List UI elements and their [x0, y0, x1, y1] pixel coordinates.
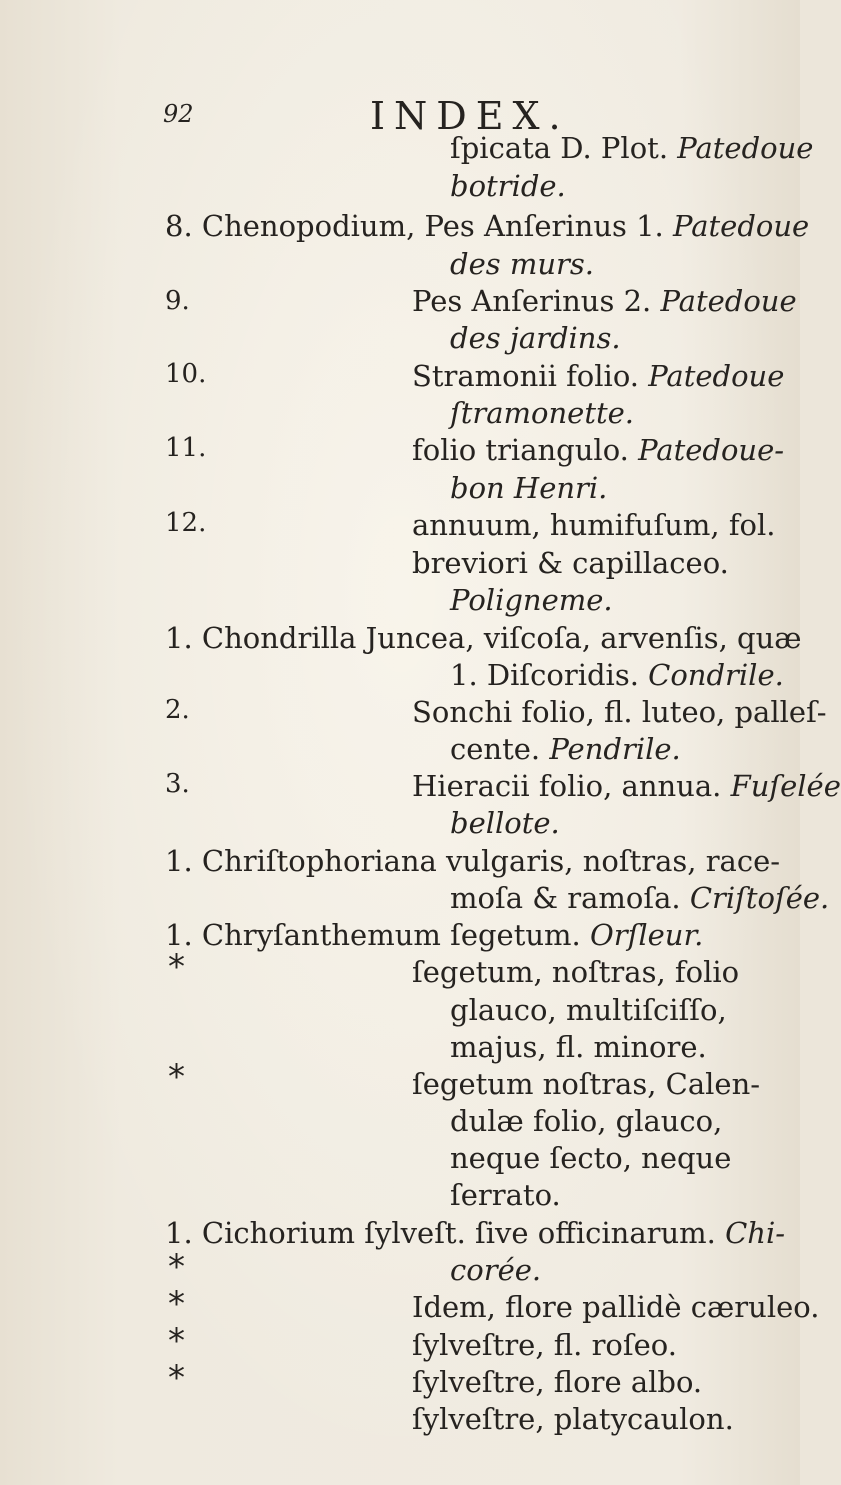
index-line: [412, 694, 827, 730]
index-line: [412, 1066, 760, 1102]
entry-text: neque ſecto, neque: [450, 1141, 732, 1175]
index-line: [450, 1140, 731, 1176]
french-name: Orſleur.: [589, 918, 704, 952]
index-line: [450, 1177, 561, 1213]
french-name: Criſtoſée.: [689, 881, 830, 915]
entry-text: ſerrato.: [450, 1178, 561, 1212]
index-line: [165, 1215, 785, 1251]
entry-text: folio triangulo.: [412, 433, 639, 467]
entry-text: Pes Anſerinus 2.: [412, 284, 661, 318]
index-line: [165, 620, 802, 656]
index-line: [412, 432, 784, 468]
index-line: [450, 731, 681, 767]
french-name: bon Henri.: [450, 471, 608, 505]
french-name: Patedoue: [677, 131, 814, 165]
index-line: [450, 805, 560, 841]
index-line: [165, 843, 780, 879]
index-line: [412, 1327, 677, 1363]
margin-number: 10.: [165, 359, 207, 389]
index-line: [450, 582, 613, 618]
asterisk-mark: *: [168, 1358, 185, 1398]
french-name: des murs.: [450, 247, 594, 281]
entry-text: Stramonii folio.: [412, 359, 649, 393]
margin-number: 2.: [165, 695, 190, 725]
index-line: [450, 1029, 707, 1065]
index-line: [412, 1364, 702, 1400]
entry-text: 8. Chenopodium, Pes Anſerinus 1.: [165, 209, 673, 243]
entry-text: 1. Chryſanthemum ſegetum.: [165, 918, 590, 952]
index-line: [412, 1289, 819, 1325]
french-name: ſtramonette.: [450, 396, 635, 430]
margin-number: 9.: [165, 286, 190, 316]
french-name: Chi-: [725, 1216, 786, 1250]
entry-text: ſylveſtre, flore albo.: [412, 1365, 703, 1399]
entry-text: 1. Diſcoridis.: [450, 658, 649, 692]
entry-text: ſylveſtre, fl. roſeo.: [412, 1328, 677, 1362]
french-name: botride.: [450, 169, 566, 203]
index-line: [165, 917, 703, 953]
french-name: corée.: [450, 1253, 542, 1287]
margin-number: 3.: [165, 769, 190, 799]
asterisk-mark: *: [168, 1057, 185, 1097]
index-line: [412, 768, 841, 804]
page-header: INDEX.: [370, 94, 570, 138]
asterisk-mark: *: [168, 1321, 185, 1361]
entry-text: cente.: [450, 732, 550, 766]
index-line: [412, 1401, 734, 1437]
entry-text: ſylveſtre, platycaulon.: [412, 1402, 734, 1436]
index-line: [450, 246, 594, 282]
index-line: [412, 954, 739, 990]
index-line: [450, 320, 621, 356]
entry-text: annuum, humifuſum, fol.: [412, 508, 776, 542]
index-line: [450, 992, 727, 1028]
entry-text: 1. Chondrilla Juncea, viſcoſa, arvenſis, quæ: [165, 621, 802, 655]
french-name: bellote.: [450, 806, 560, 840]
entry-text: glauco, multiſciſſo,: [450, 993, 727, 1027]
entry-text: majus, fl. minore.: [450, 1030, 707, 1064]
french-name: Fuſelée: [730, 769, 841, 803]
entry-text: ſegetum noſtras, Calen-: [412, 1067, 761, 1101]
index-line: [450, 130, 813, 166]
margin-number: 12.: [165, 508, 207, 538]
french-name: Patedoue: [673, 209, 810, 243]
entry-text: Sonchi folio, fl. luteo, palleſ-: [412, 695, 827, 729]
french-name: Poligneme.: [450, 583, 613, 617]
index-line: [450, 168, 566, 204]
entry-text: 1. Cichorium ſylveſt. ſive officinarum.: [165, 1216, 726, 1250]
asterisk-mark: *: [168, 1284, 185, 1324]
entry-text: ſegetum, noſtras, folio: [412, 955, 740, 989]
entry-text: ſpicata D. Plot.: [450, 131, 678, 165]
index-line: [450, 1103, 722, 1139]
french-name: Patedoue-: [638, 433, 785, 467]
french-name: Condrile.: [648, 658, 784, 692]
index-line: [165, 208, 809, 244]
index-line: [450, 657, 784, 693]
entry-text: breviori & capillaceo.: [412, 546, 729, 580]
index-line: [450, 1252, 541, 1288]
entry-text: Idem, flore pallidè cæruleo.: [412, 1290, 820, 1324]
entry-text: moſa & ramoſa.: [450, 881, 690, 915]
index-line: [412, 507, 776, 543]
entry-text: Hieracii folio, annua.: [412, 769, 731, 803]
asterisk-mark: *: [168, 1247, 185, 1287]
index-line: [450, 395, 634, 431]
index-line: [412, 283, 797, 319]
entry-text: dulæ folio, glauco,: [450, 1104, 723, 1138]
index-line: [412, 358, 784, 394]
index-line: [450, 470, 607, 506]
french-name: Pendrile.: [549, 732, 681, 766]
index-line: [412, 545, 729, 581]
french-name: Patedoue: [648, 359, 785, 393]
margin-number: 11.: [165, 433, 207, 463]
page-number: 92: [163, 100, 194, 128]
entry-text: 1. Chriſtophoriana vulgaris, noſtras, race-: [165, 844, 781, 878]
french-name: des jardins.: [450, 321, 621, 355]
french-name: Patedoue: [660, 284, 797, 318]
index-line: [450, 880, 829, 916]
asterisk-mark: *: [168, 947, 185, 987]
